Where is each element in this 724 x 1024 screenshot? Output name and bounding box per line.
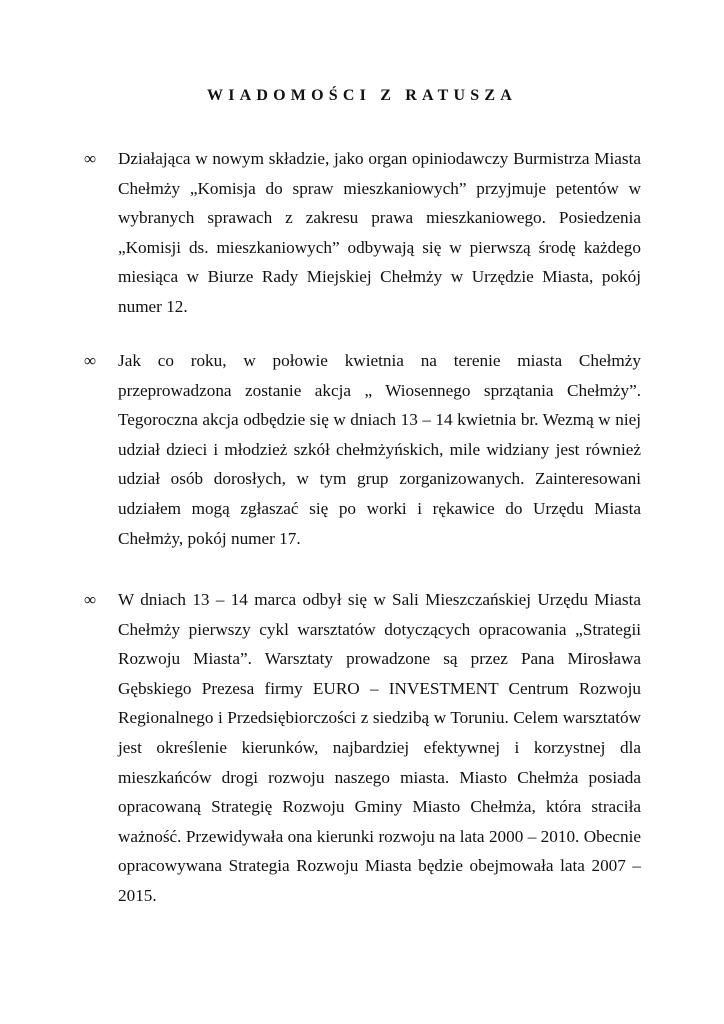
page-title: WIADOMOŚCI Z RATUSZA — [207, 87, 517, 104]
list-item-text: W dniach 13 – 14 marca odbył się w Sali Mieszczańskiej Urzędu Miasta Chełmży pierwszy cykl warsztatów dotyczących opracowania „Strategii Rozwoju Miasta”. Warsztaty prowadzone są przez Pana Mirosława Gębskiego Prezesa firmy EURO – INVESTMENT Centrum Rozwoju Regionalnego i Przedsiębiorczości z siedzibą w Toruniu. Celem warsztatów jest określenie kierunków, najbardziej efektywnej i korzystnej dla mieszkańców drogi rozwoju naszego miasta. Miasto Chełmża posiada opracowaną Strategię Rozwoju Gminy Miasto Chełmża, która straciła ważność. Przewidywała ona kierunki rozwoju na lata 2000 – 2010. Obecnie opracowywana Strategia Rozwoju Miasta będzie obejmowała lata 2007 – 2015. — [118, 590, 641, 905]
infinity-bullet-icon: ∞ — [84, 590, 97, 609]
list-item-text: Jak co roku, w połowie kwietnia na terenie miasta Chełmży przeprowadzona zostanie akcja „ Wiosennego sprzątania Chełmży”. Tegoroczna akcja odbędzie się w dniach 13 – 14 kwietnia br. Wezmą w niej udział dzieci i młodzież szkół chełmżyńskich, mile widziany jest również udział osób dorosłych, w tym grup zorganizowanych. Zainteresowani udziałem mogą zgłaszać się po worki i rękawice do Urzędu Miasta Chełmży, pokój numer 17. — [118, 351, 641, 548]
infinity-bullet-icon: ∞ — [84, 149, 97, 168]
infinity-bullet-icon: ∞ — [84, 351, 97, 370]
list-item-text: Działająca w nowym składzie, jako organ opiniodawczy Burmistrza Miasta Chełmży „Komisja do spraw mieszkaniowych” przyjmuje petentów w wybranych sprawach z zakresu prawa mieszkaniowego. Posiedzenia „Komisji ds. mieszkaniowych” odbywają się w pierwszą środę każdego miesiąca w Biurze Rady Miejskiej Chełmży w Urzędzie Miasta, pokój numer 12. — [118, 149, 641, 316]
